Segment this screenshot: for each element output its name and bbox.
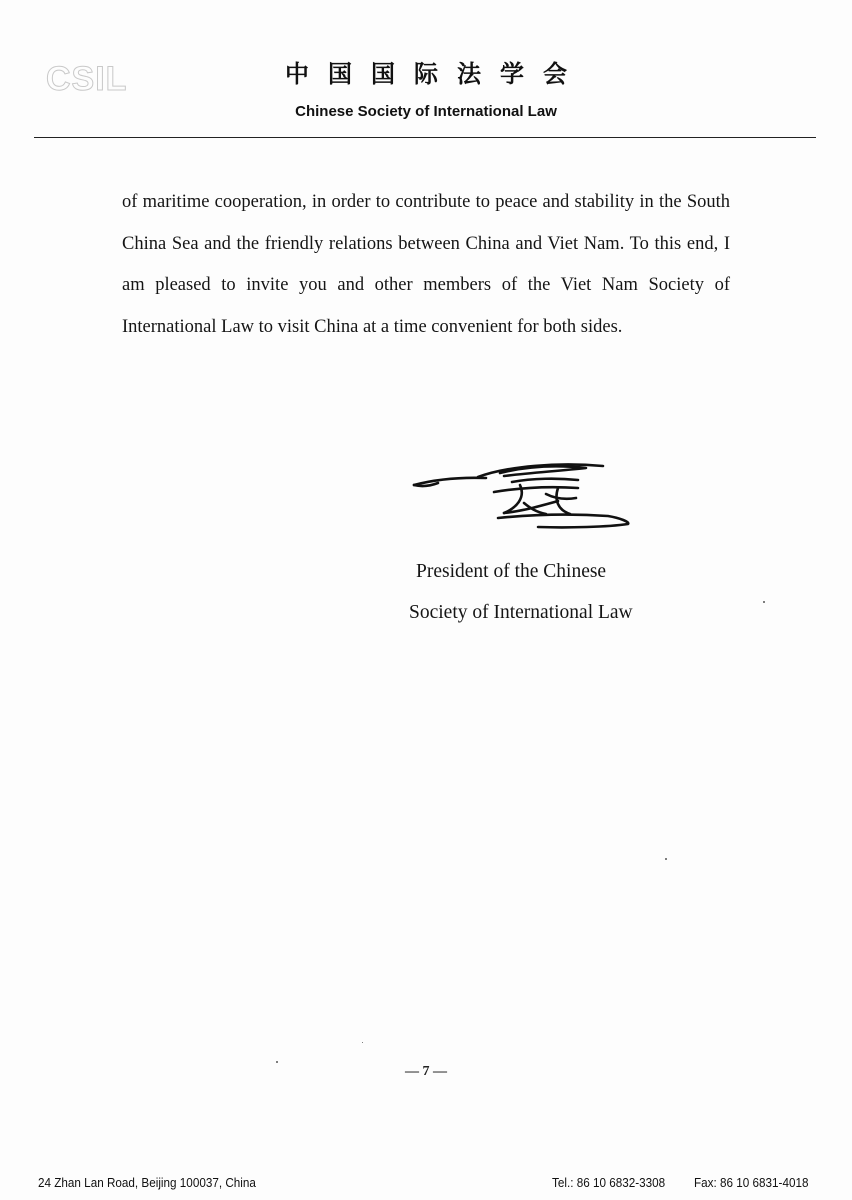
footer-telephone: Tel.: 86 10 6832-3308 (552, 1175, 666, 1190)
body-paragraph: of maritime cooperation, in order to contribute to peace and stability in the South China Sea and the friendly relations between China and Viet Nam. To this end, I am pleased to invite you and other members of the Viet Nam Society of International Law to visit China at a time convenient for both sides. (122, 192, 730, 337)
header-divider (34, 137, 816, 138)
scan-speck (763, 601, 765, 603)
chinese-organization-name: 中国国际法学会 (285, 59, 586, 88)
scan-speck (362, 1042, 363, 1043)
english-organization-name: Chinese Society of International Law (295, 103, 557, 120)
page-number: — 7 — (405, 1064, 447, 1079)
letter-body (122, 182, 730, 348)
csil-logo: CSIL (46, 60, 128, 98)
handwritten-signature (408, 456, 638, 536)
signatory-title-line-1: President of the Chinese (416, 561, 607, 582)
footer-fax: Fax: 86 10 6831-4018 (694, 1175, 809, 1190)
footer-address: 24 Zhan Lan Road, Beijing 100037, China (38, 1175, 256, 1190)
scan-speck (276, 1061, 278, 1063)
signatory-title-line-2: Society of International Law (409, 602, 633, 623)
scan-speck (665, 858, 667, 860)
